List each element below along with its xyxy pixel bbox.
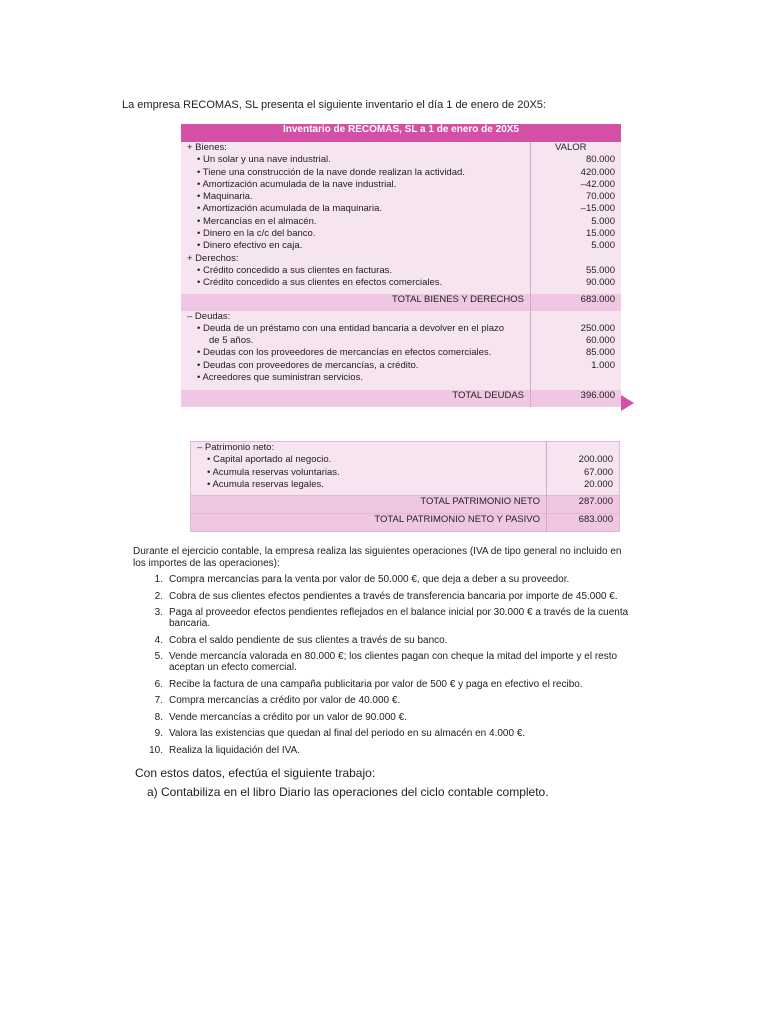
operation-text: Cobra el saldo pendiente de sus clientes a través de su banco. <box>169 634 448 646</box>
row-label: Dinero efectivo en caja. <box>202 240 303 252</box>
inventory-title: Inventario de RECOMAS, SL a 1 de enero de 20X5 <box>181 124 621 142</box>
arrow-marker <box>621 395 634 411</box>
total-pn-pasivo-label: TOTAL PATRIMONIO NETO Y PASIVO <box>191 514 547 532</box>
row-value: 5.000 <box>531 240 622 252</box>
row-label: Acumula reservas legales. <box>212 478 324 490</box>
row-label: Tiene una construcción de la nave donde realizan la actividad. <box>202 166 465 178</box>
task-a: a) Contabiliza en el libro Diario las operaciones del ciclo contable completo. <box>147 785 549 799</box>
row-label: Crédito concedido a sus clientes en efectos comerciales. <box>202 277 443 289</box>
row-label: Amortización acumulada de la nave industrial. <box>202 178 397 190</box>
operation-number: 5. <box>154 651 163 662</box>
row-label: Acreedores que suministran servicios. <box>202 372 363 384</box>
row-value: 200.000 <box>547 454 620 466</box>
operation-number: 4. <box>154 634 163 646</box>
row-label: Acumula reservas voluntarias. <box>212 466 340 478</box>
total-pn-pasivo-row <box>191 514 620 532</box>
operation-item <box>133 679 653 690</box>
operation-item <box>133 728 653 739</box>
operation-item <box>133 745 653 756</box>
operation-text: Valora las existencias que quedan al final del periodo en su almacén en 4.000 €. <box>169 728 526 739</box>
row-label: Deuda de un préstamo con una entidad bancaria a devolver en el plazo <box>202 322 505 334</box>
row-label: Deudas con los proveedores de mercancías en efectos comerciales. <box>202 347 492 359</box>
row-value: 80.000 <box>531 154 622 166</box>
patrimonio-label: – Patrimonio neto: <box>191 442 547 455</box>
total-deudas-row <box>181 390 621 407</box>
operation-text: Realiza la liquidación del IVA. <box>169 744 301 756</box>
inventory-table <box>181 124 621 407</box>
operation-item <box>133 651 653 673</box>
operation-number: 6. <box>154 678 163 690</box>
inventory-row: • Amortización acumulada de la maquinaria. –15.000 <box>181 203 621 215</box>
operation-number: 8. <box>154 711 163 723</box>
operation-number: 9. <box>154 728 163 739</box>
row-label: Mercancías en el almacén. <box>202 215 317 227</box>
operation-item <box>133 695 653 706</box>
derechos-label: + Derechos: <box>181 253 531 265</box>
row-label: de 5 años. <box>209 335 254 347</box>
inventory-row: • Acumula reservas legales. 20.000 <box>191 479 620 491</box>
operation-text: Compra mercancías para la venta por valor de 50.000 €, que deja a deber a su proveedor. <box>169 574 570 585</box>
operation-text: Cobra de sus clientes efectos pendientes a través de transferencia bancaria por importe de 45.000 €. <box>169 590 618 602</box>
row-value: 420.000 <box>531 167 622 179</box>
row-label: Amortización acumulada de la maquinaria. <box>202 203 382 215</box>
operation-number: 3. <box>154 607 163 618</box>
inventory-row <box>181 335 621 347</box>
total-pn-label: TOTAL PATRIMONIO NETO <box>191 496 547 514</box>
row-label: Crédito concedido a sus clientes en facturas. <box>202 264 393 276</box>
row-value: 55.000 <box>531 265 622 277</box>
operation-text: Vende mercancía valorada en 80.000 €; los clientes pagan con cheque la mitad del importe y el resto aceptan un efecto comercial. <box>169 651 618 673</box>
inventory-row: • Amortización acumulada de la nave industrial. –42.000 <box>181 179 621 191</box>
total-pn-pasivo-value: 683.000 <box>547 514 620 532</box>
intro-text: La empresa RECOMAS, SL presenta el siguiente inventario el día 1 de enero de 20X5: <box>122 99 546 111</box>
operation-item <box>133 712 653 723</box>
task-intro: Con estos datos, efectúa el siguiente trabajo: <box>135 766 376 780</box>
row-value: 90.000 <box>531 277 622 289</box>
row-value: 15.000 <box>531 228 622 240</box>
operation-item <box>133 574 653 585</box>
valor-header: VALOR <box>531 142 622 154</box>
operation-item <box>133 607 653 629</box>
row-value: 1.000 <box>531 360 622 372</box>
total-bienes-value: 683.000 <box>531 294 622 311</box>
inventory-row: • Maquinaria. 70.000 <box>181 191 621 203</box>
inventory-row: • Acreedores que suministran servicios. <box>181 372 621 384</box>
inventory-row: • Deudas con proveedores de mercancías, a crédito. 1.000 <box>181 360 621 372</box>
operation-number: 2. <box>154 590 163 602</box>
operation-text: Vende mercancías a crédito por un valor de 90.000 €. <box>169 711 407 723</box>
operation-text: Paga al proveedor efectos pendientes reflejados en el balance inicial por 30.000 € a través de la cuenta bancaria. <box>169 607 629 629</box>
operation-item <box>133 635 653 646</box>
row-label: Deudas con proveedores de mercancías, a crédito. <box>202 359 419 371</box>
operation-text: Recibe la factura de una campaña publicitaria por valor de 500 € y paga en efectivo el recibo. <box>169 678 583 690</box>
row-label: Un solar y una nave industrial. <box>202 154 331 166</box>
inventory-row: • Crédito concedido a sus clientes en facturas. 55.000 <box>181 265 621 277</box>
row-label: Maquinaria. <box>202 191 253 203</box>
operations-intro: Durante el ejercicio contable, la empresa realiza las siguientes operaciones (IVA de tipo general no incluido en los importes de las operaciones): <box>133 546 622 569</box>
deudas-label: – Deudas: <box>181 311 531 323</box>
row-value <box>531 372 622 384</box>
row-value: 250.000 <box>531 323 622 335</box>
operation-item <box>133 591 653 602</box>
inventory-row: • Dinero en la c/c del banco. 15.000 <box>181 228 621 240</box>
row-label: Capital aportado al negocio. <box>212 454 332 466</box>
total-deudas-value: 396.000 <box>531 390 622 407</box>
row-value: 85.000 <box>531 347 622 359</box>
row-value: 70.000 <box>531 191 622 203</box>
total-pn-value: 287.000 <box>547 496 620 514</box>
row-value: 5.000 <box>531 216 622 228</box>
row-value: 67.000 <box>547 467 620 479</box>
total-pn-row <box>191 496 620 514</box>
inventory-row: • Deuda de un préstamo con una entidad bancaria a devolver en el plazo 250.000 <box>181 323 621 335</box>
row-value: –15.000 <box>531 203 622 215</box>
operation-text: Compra mercancías a crédito por valor de 40.000 €. <box>169 695 401 706</box>
operation-number: 10. <box>149 744 163 756</box>
bienes-label: + Bienes: <box>181 142 531 154</box>
inventory-row: • Crédito concedido a sus clientes en efectos comerciales. 90.000 <box>181 277 621 289</box>
total-bienes-label: TOTAL BIENES Y DERECHOS <box>181 294 531 311</box>
row-label: Dinero en la c/c del banco. <box>202 228 316 240</box>
inventory-row: • Tiene una construcción de la nave donde realizan la actividad. 420.000 <box>181 167 621 179</box>
operations-list <box>133 574 653 761</box>
row-value: –42.000 <box>531 179 622 191</box>
inventory-row: • Mercancías en el almacén. 5.000 <box>181 216 621 228</box>
operation-number: 7. <box>154 695 163 706</box>
row-value: 60.000 <box>531 335 622 347</box>
inventory-row: • Deudas con los proveedores de mercancías en efectos comerciales. 85.000 <box>181 347 621 359</box>
inventory-row: • Acumula reservas voluntarias. 67.000 <box>191 467 620 479</box>
inventory-row: • Capital aportado al negocio. 200.000 <box>191 454 620 466</box>
operation-number: 1. <box>154 574 163 585</box>
row-value: 20.000 <box>547 479 620 491</box>
inventory-row: • Dinero efectivo en caja. 5.000 <box>181 240 621 252</box>
patrimonio-table <box>190 441 620 532</box>
inventory-row: • Un solar y una nave industrial. 80.000 <box>181 154 621 166</box>
total-bienes-row <box>181 294 621 311</box>
total-deudas-label: TOTAL DEUDAS <box>181 390 531 407</box>
